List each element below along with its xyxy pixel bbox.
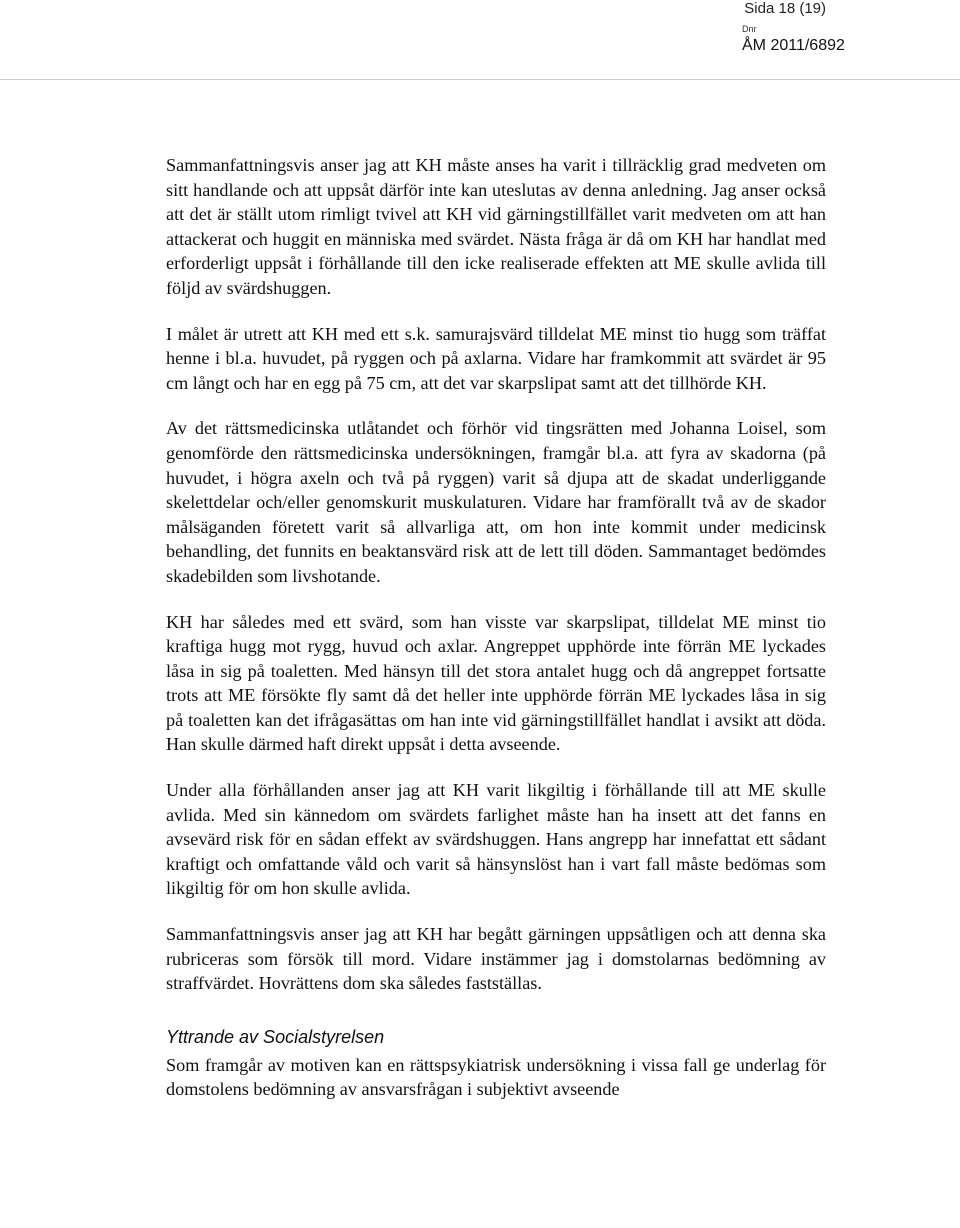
paragraph-2: I målet är utrett att KH med ett s.k. samurajsvärd tilldelat ME minst tio hugg som träffat henne i bl.a. huvudet, på ryggen och på axlarna. Vidare har framkommit att svärdet är 95 cm långt och har en egg på 75 cm, att det var skarpslipat samt att det tillhörde KH.	[166, 323, 826, 393]
section-heading: Yttrande av Socialstyrelsen	[166, 1026, 385, 1047]
section-paragraph: Som framgår av motiven kan en rättspsykiatrisk undersökning i vissa fall ge underlag för domstolens bedömning av ansvarsfrågan i subjektivt avseende	[166, 1054, 826, 1100]
paragraph-6: Sammanfattningsvis anser jag att KH har begått gärningen uppsåtligen och att denna ska rubriceras som försök till mord. Vidare instämmer jag i domstolarnas bedömning av straffvärdet. Hovrättens dom ska således fastställas.	[166, 924, 826, 994]
header-divider	[0, 79, 960, 80]
dnr-label: Dnr	[742, 24, 757, 34]
paragraph-1: Sammanfattningsvis anser jag att KH måste anses ha varit i tillräcklig grad medveten om sitt handlande och att uppsåt därför inte kan uteslutas av denna anledning. Jag anser också att det är ställt utom rimligt tvivel att KH vid gärningstillfället varit medveten om att han attackerat och huggit en människa med svärdet. Nästa fråga är då om KH har handlat med erforderligt uppsåt i förhållande till den icke realiserade effekten att ME skulle avlida till följd av svärdshuggen.	[166, 155, 826, 298]
page-header	[0, 0, 960, 80]
document-body	[166, 153, 826, 1123]
paragraph-5: Under alla förhållanden anser jag att KH varit likgiltig i förhållande till att ME skulle avlida. Med sin kännedom om svärdets farlighet måste han ha insett att det fanns en avsevärd risk för en sådan effekt av svärdshuggen. Hans angrepp har innefattat ett sådant kraftigt och omfattande våld och varit så hänsynslöst han i vart fall måste bedömas som likgiltig för om hon skulle avlida.	[166, 780, 826, 899]
case-number: ÅM 2011/6892	[742, 37, 845, 54]
paragraph-3: Av det rättsmedicinska utlåtandet och förhör vid tingsrätten med Johanna Loisel, som genomförde den rättsmedicinska undersökningen, framgår bl.a. att fyra av skadorna (på huvudet, i högra axeln och två på ryggen) varit så djupa att de skadat underliggande skelettdelar och/eller genomskurit muskulaturen. Vidare har framförallt två av de skador målsäganden företett varit så allvarliga att, om hon inte kommit under medicinsk behandling, det funnits en beaktansvärd risk att de lett till döden. Sammantaget bedömdes skadebilden som livshotande.	[166, 418, 826, 586]
paragraph-4: KH har således med ett svärd, som han visste var skarpslipat, tilldelat ME minst tio kraftiga hugg mot rygg, huvud och axlar. Angreppet upphörde inte förrän ME lyckades låsa in sig på toaletten. Med hänsyn till det stora antalet hugg och då angreppet fortsatte trots att ME försökte fly samt då det heller inte upphörde förrän ME lyckades låsa in sig på toaletten kan det ifrågasättas om han inte vid gärningstillfället handlat i avsikt att döda. Han skulle därmed haft direkt uppsåt i detta avseende.	[166, 611, 826, 755]
page-number: Sida 18 (19)	[744, 0, 826, 17]
